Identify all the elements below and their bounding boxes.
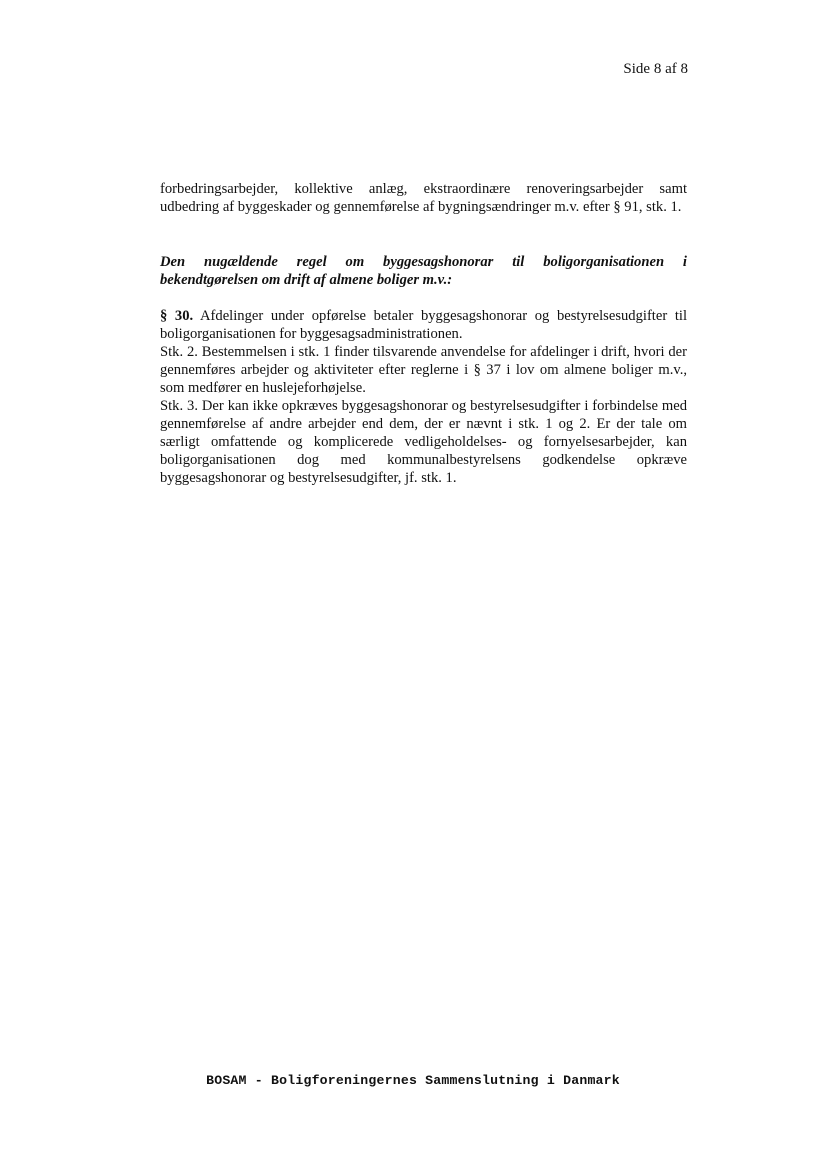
section-number: § 30. bbox=[160, 308, 194, 324]
heading-line-1: Den nugældende regel om byggesagshonorar til boligorganisationen i bbox=[160, 254, 687, 270]
section-heading bbox=[160, 253, 687, 289]
paragraph-30 bbox=[160, 307, 687, 487]
stk-2: Stk. 2. Bestemmelsen i stk. 1 finder tilsvarende anvendelse for afdelinger i drift, hvori der gennemføres arbejder og aktiviteter efter reglerne i § 37 i lov om almene boliger m.v., som medfører en huslejeforhøjelse. bbox=[160, 344, 687, 396]
document-body bbox=[160, 180, 687, 487]
intro-paragraph: forbedringsarbejder, kollektive anlæg, ekstraordinære renoveringsarbejder samt udbedring af byggeskader og gennemførelse af bygningsændringer m.v. efter § 91, stk. 1. bbox=[160, 181, 687, 215]
page-number: Side 8 af 8 bbox=[623, 61, 688, 77]
footer-organization: BOSAM - Boligforeningernes Sammenslutning i Danmark bbox=[206, 1073, 620, 1088]
stk-3: Stk. 3. Der kan ikke opkræves byggesagshonorar og bestyrelsesudgifter i forbindelse med gennemførelse af andre arbejder end dem, der er nævnt i stk. 1 og 2. Er der tale om særligt omfattende og komplicerede vedligeholdelses- og fornyelsesarbejder, kan boligorganisationen dog med kommunalbestyrelsens godkendelse opkræve byggesagshonorar og bestyrelsesudgifter, jf. stk. 1. bbox=[160, 398, 687, 486]
section-text: Afdelinger under opførelse betaler byggesagshonorar og bestyrelsesudgifter til boligorganisationen for byggesagsadministrationen. bbox=[160, 308, 687, 342]
heading-line-2: bekendtgørelsen om drift af almene boliger m.v.: bbox=[160, 272, 453, 288]
paragraph-30-main bbox=[160, 307, 687, 343]
